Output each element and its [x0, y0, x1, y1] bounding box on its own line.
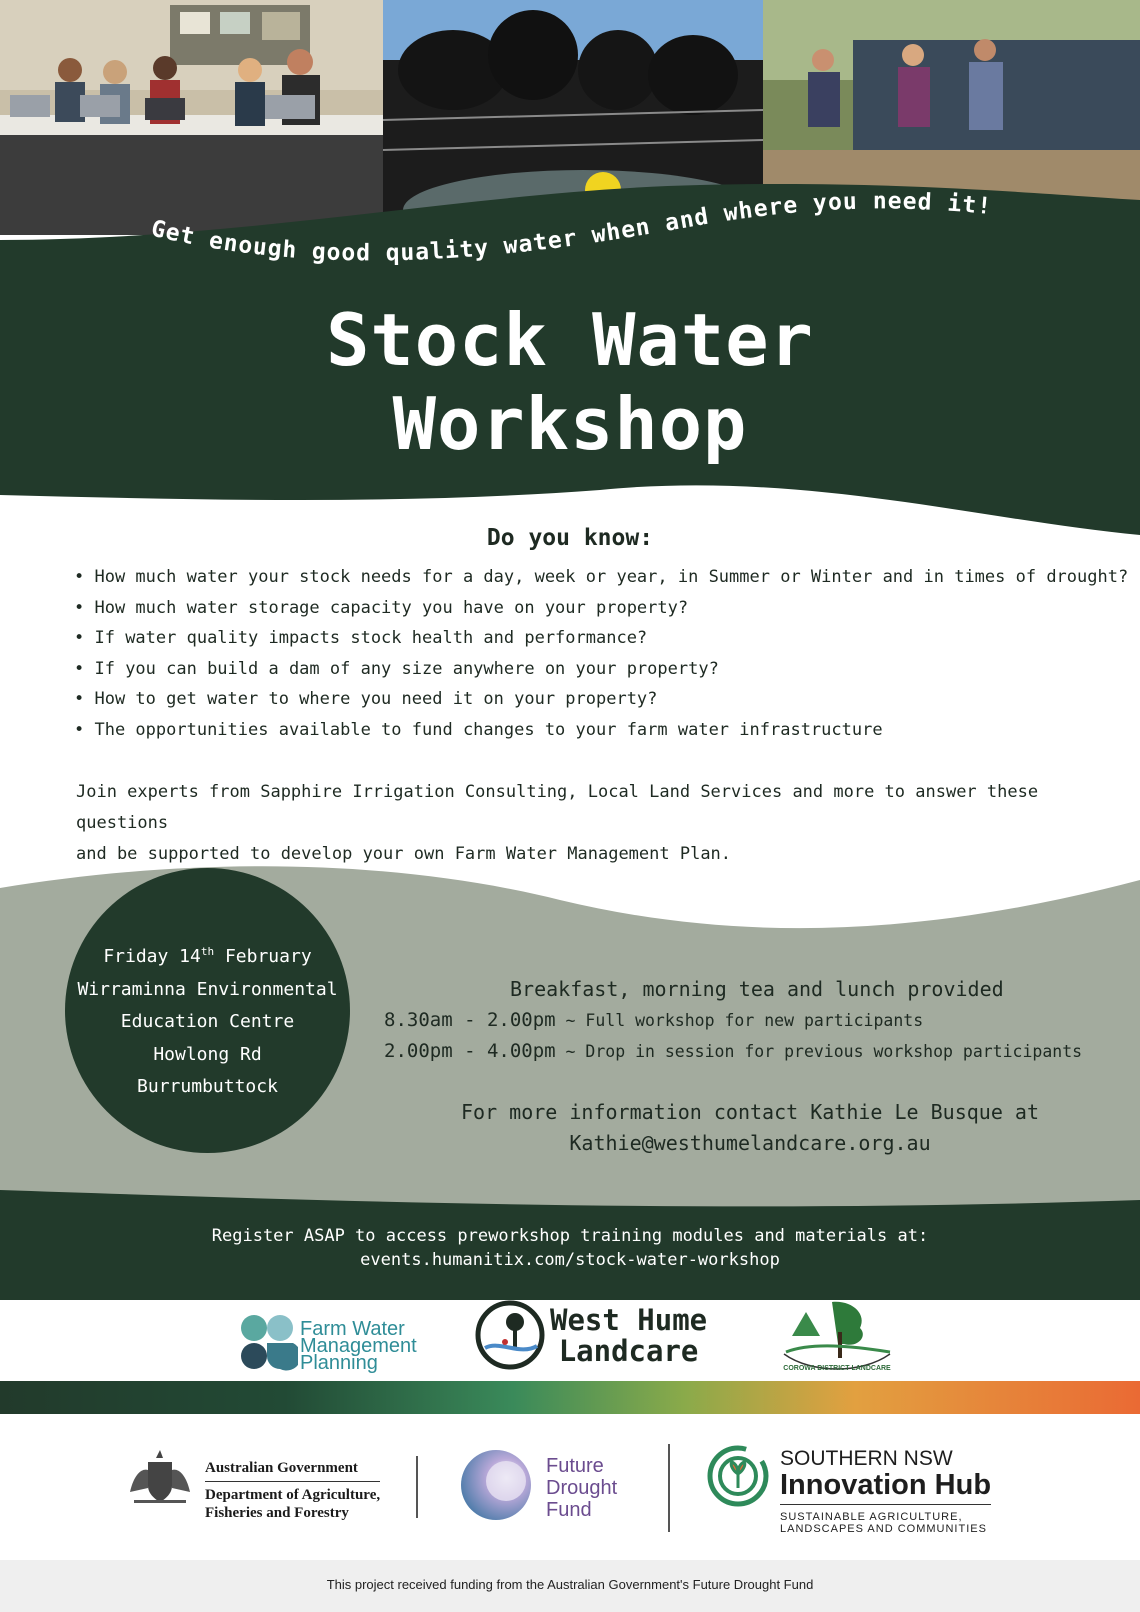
session-1: 8.30am - 2.00pm ~ Full workshop for new participants [384, 1009, 924, 1031]
join-line: Join experts from Sapphire Irrigation Consulting, Local Land Services and more to answer these questions [76, 782, 1039, 833]
future-drought-fund-icon [458, 1447, 534, 1523]
questions-list [74, 562, 1128, 746]
corowa-landcare-logo [772, 1292, 902, 1377]
list-item: • If water quality impacts stock health and performance? [74, 623, 1128, 654]
event-circle [65, 868, 350, 1153]
list-item: • The opportunities available to fund changes to your farm water infrastructure [74, 715, 1128, 746]
list-item: • How to get water to where you need it on your property? [74, 684, 1128, 715]
event-date: Friday 14th February [103, 945, 312, 967]
logo-divider [416, 1456, 418, 1518]
contact-info: For more information contact Kathie Le Busque at Kathie@westhumelandcare.org.au [380, 1097, 1120, 1159]
logo-divider [668, 1444, 670, 1532]
gov-logo-text: Australian Government Department of Agriculture, Fisheries and Forestry [205, 1460, 381, 1521]
page-subtitle: Workshop [392, 382, 748, 466]
page-title: Stock Water [326, 298, 814, 382]
list-item: • If you can build a dam of any size anywhere on your property? [74, 654, 1128, 685]
footer-text: This project received funding from the Australian Government's Future Drought Fund [326, 1577, 814, 1592]
event-road: Howlong Rd [153, 1043, 262, 1065]
fwmp-logo-text: Farm Water Management Planning [300, 1318, 417, 1374]
list-item: • How much water storage capacity you have on your property? [74, 593, 1128, 624]
list-item: • How much water your stock needs for a day, week or year, in Summer or Winter and in times of drought? [74, 562, 1128, 593]
fwmp-logo-icon [238, 1312, 298, 1374]
event-town: Burrumbuttock [137, 1076, 278, 1097]
register-text: Register ASAP to access preworkshop training modules and materials at: events.humanitix.com/stock-water-workshop [0, 1224, 1140, 1272]
event-venue: Wirraminna Environmental [77, 978, 338, 1000]
hub-logo-text: SOUTHERN NSW Innovation Hub SUSTAINABLE AGRICULTURE, LANDSCAPES AND COMMUNITIES [780, 1447, 992, 1535]
session-2: 2.00pm - 4.00pm ~ Drop in session for previous workshop participants [384, 1040, 1083, 1062]
tagline [0, 0, 1140, 300]
whl-logo-icon [475, 1298, 545, 1372]
coat-of-arms-icon [120, 1448, 200, 1508]
contact-email[interactable]: Kathie@westhumelandcare.org.au [569, 1131, 931, 1155]
join-paragraph [76, 777, 1076, 870]
meals-text: Breakfast, morning tea and lunch provided [510, 977, 1004, 1001]
svg-text:COROWA DISTRICT LANDCARE: COROWA DISTRICT LANDCARE [783, 1365, 891, 1372]
footer [0, 1560, 1140, 1612]
whl-logo-text: West Hume Landcare [550, 1303, 708, 1368]
event-venue: Education Centre [120, 1011, 295, 1032]
svg-text:Get enough good quality water: Get enough good quality water when and where you need it! [148, 188, 994, 267]
questions-heading: Do you know: [486, 525, 654, 551]
join-line: and be supported to develop your own Farm Water Management Plan. [76, 844, 732, 864]
innovation-hub-icon [706, 1444, 770, 1508]
fdf-logo-text: Future Drought Fund [546, 1455, 618, 1521]
register-link[interactable]: events.humanitix.com/stock-water-workshop [360, 1250, 780, 1270]
